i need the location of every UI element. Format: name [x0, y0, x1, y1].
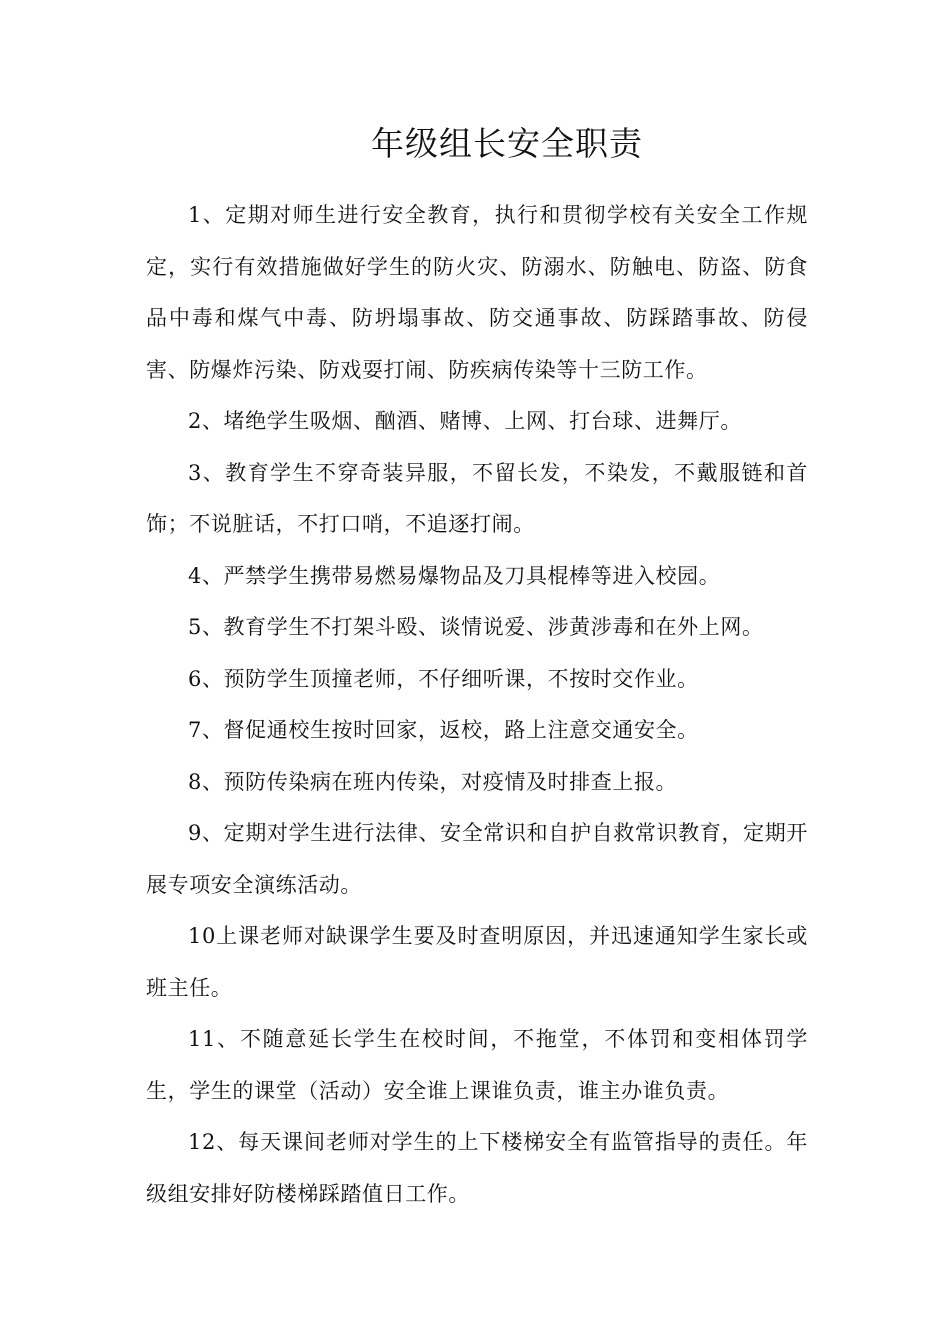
paragraph-1: 1、定期对师生进行安全教育，执行和贯彻学校有关安全工作规定，实行有效措施做好学生的防火灾、防溺水、防触电、防盗、防食品中毒和煤气中毒、防坍塌事故、防交通事故、防踩踏事故、防侵害、防爆炸污染、防戏耍打闹、防疾病传染等十三防工作。	[146, 203, 808, 382]
paragraph-4: 4、严禁学生携带易燃易爆物品及刀具棍棒等进入校园。	[188, 563, 721, 588]
paragraph-6: 6、预防学生顶撞老师，不仔细听课，不按时交作业。	[188, 666, 699, 691]
paragraph-12: 12、每天课间老师对学生的上下楼梯安全有监管指导的责任。年级组安排好防楼梯踩踏值日工作。	[146, 1130, 808, 1206]
paragraph-8: 8、预防传染病在班内传染，对疫情及时排查上报。	[188, 769, 678, 794]
paragraph-10: 10上课老师对缺课学生要及时查明原因，并迅速通知学生家长或班主任。	[146, 924, 808, 1000]
paragraph-7: 7、督促通校生按时回家，返校，路上注意交通安全。	[188, 718, 699, 742]
paragraph-9: 9、定期对学生进行法律、安全常识和自护自救常识教育，定期开展专项安全演练活动。	[146, 821, 808, 897]
paragraph-5: 5、教育学生不打架斗殴、谈情说爱、涉黄涉毒和在外上网。	[188, 615, 764, 639]
paragraph-2: 2、堵绝学生吸烟、酗酒、赌博、上网、打台球、进舞厅。	[188, 409, 742, 433]
paragraph-11: 11、不随意延长学生在校时间，不拖堂，不体罚和变相体罚学生，学生的课堂（活动）安全谁上课谁负责，谁主办谁负责。	[146, 1027, 808, 1103]
document-title: 年级组长安全职责	[371, 124, 643, 163]
paragraph-3: 3、教育学生不穿奇装异服，不留长发，不染发，不戴服链和首饰；不说脏话，不打口哨，不追逐打闹。	[146, 460, 808, 536]
document-body	[146, 190, 808, 1220]
